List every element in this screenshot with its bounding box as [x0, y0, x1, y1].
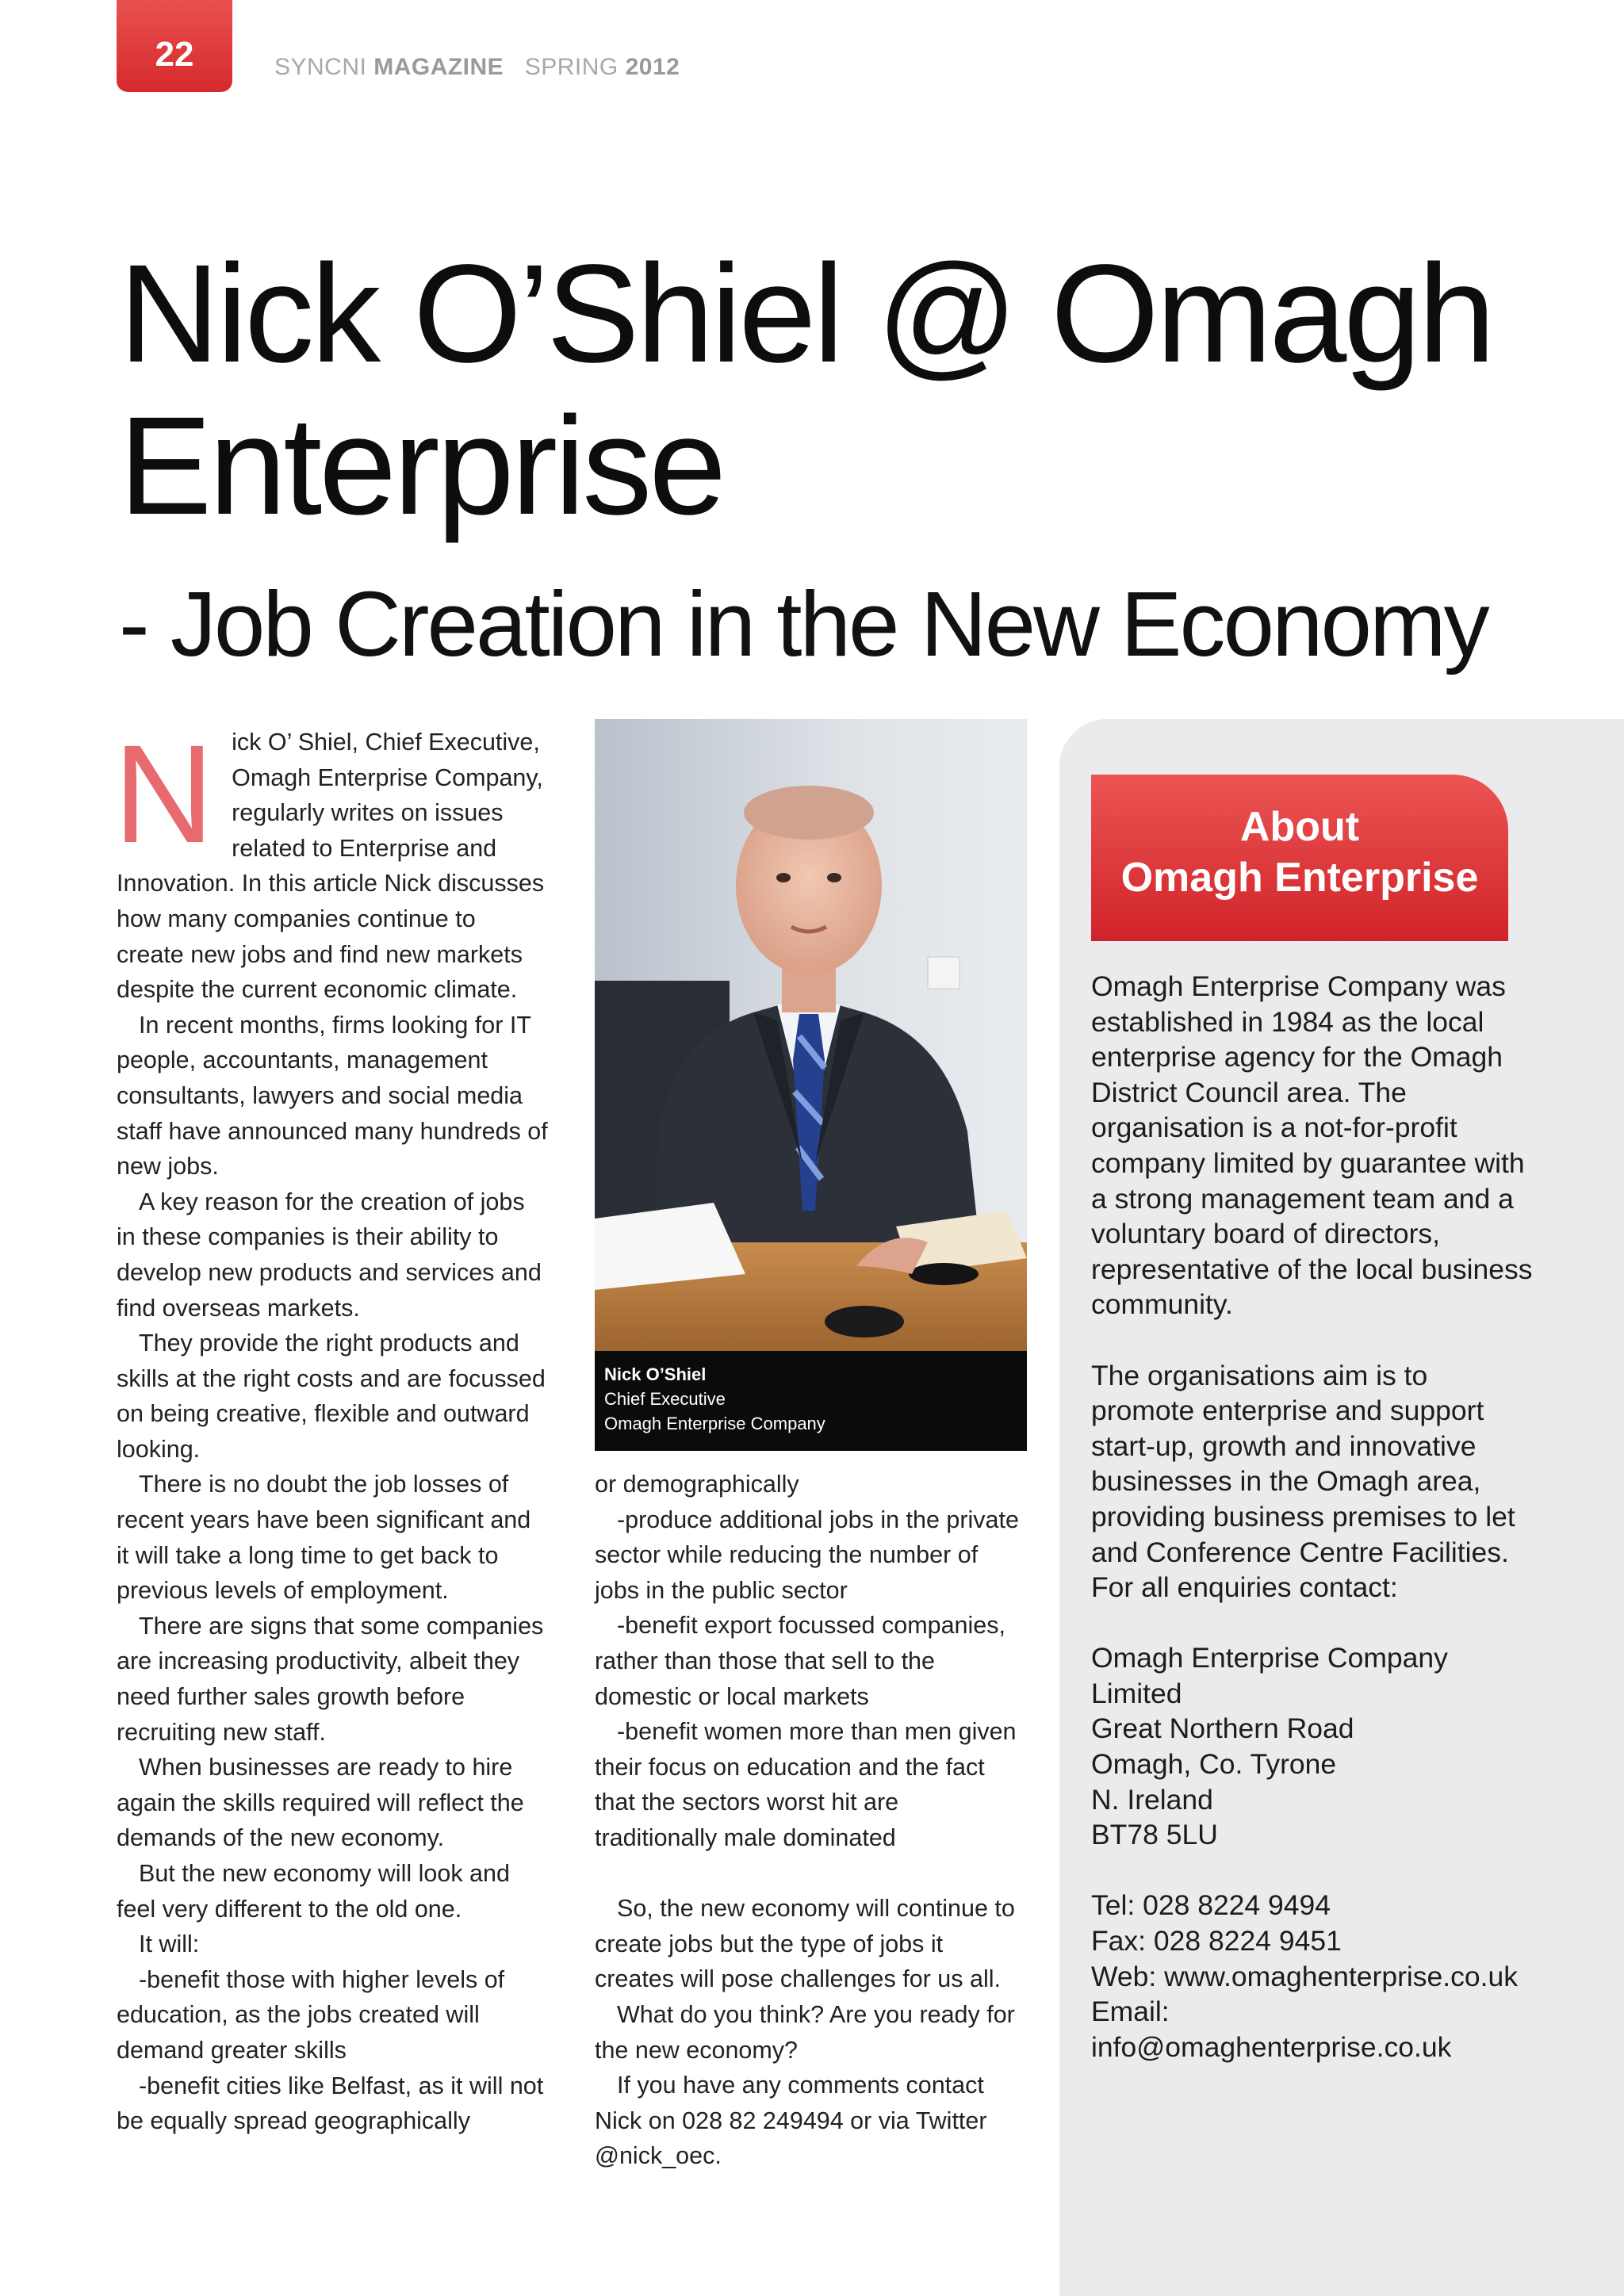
- publication-name: SYNCNI: [274, 54, 367, 80]
- issue-season: SPRING: [524, 54, 619, 80]
- caption-role: Chief Executive: [604, 1389, 726, 1409]
- article-paragraph: But the new economy will look and feel very different to the old one.: [117, 1860, 510, 1923]
- article-title-line1: Nick O’Shiel @ Omagh: [119, 236, 1493, 392]
- article-paragraph: They provide the right products and skills at the right costs and are focussed on being creative, flexible and outward looking.: [117, 1330, 546, 1463]
- article-paragraph: What do you think? Are you ready for the new economy?: [595, 2000, 1015, 2064]
- address-line: BT78 5LU: [1091, 1819, 1218, 1851]
- caption-name: Nick O’Shiel: [604, 1364, 707, 1384]
- article-list-item: -produce additional jobs in the private sector while reducing the number of jobs in the public sector: [595, 1506, 1019, 1604]
- article-title-line2: Enterprise: [119, 388, 724, 544]
- portrait-illustration: [595, 719, 1027, 1351]
- about-heading-box: [1091, 775, 1508, 941]
- article-column-1: [113, 717, 549, 2139]
- about-text: [1091, 969, 1535, 2064]
- article-paragraph: When businesses are ready to hire again the skills required will reflect the demands of the new economy.: [117, 1754, 524, 1852]
- article-continuation: or demographically: [595, 1471, 799, 1498]
- address-line: Omagh Enterprise Company Limited: [1091, 1642, 1448, 1709]
- running-head: [274, 54, 680, 81]
- article-title: [119, 238, 1562, 542]
- about-heading-line2: Omagh Enterprise: [1120, 855, 1479, 901]
- article-paragraph: So, the new economy will continue to create jobs but the type of jobs it creates will pose challenges for us all.: [595, 1895, 1015, 1993]
- article-list-item: -benefit export focussed companies, rather than those that sell to the domestic or local markets: [595, 1612, 1005, 1710]
- caption-company: Omagh Enterprise Company: [604, 1414, 825, 1433]
- article-list-item: -benefit those with higher levels of education, as the jobs created will demand greater skills: [117, 1965, 505, 2064]
- about-heading-line1: About: [1239, 804, 1360, 850]
- article-paragraph: There is no doubt the job losses of recent years have been significant and it will take a long time to get back to previous levels of employment.: [117, 1471, 531, 1605]
- page-number: 22: [155, 35, 194, 74]
- article-subtitle: - Job Creation in the New Economy: [119, 572, 1488, 675]
- about-paragraph: Omagh Enterprise Company was established in 1984 as the local enterprise agency for the Omagh District Council area. The organisation is a not-for-profit company limited by guarantee with a strong management team and a voluntary board of directors, representative of the local business community.: [1091, 970, 1533, 1321]
- photo-caption: [595, 1351, 1027, 1451]
- article-paragraph: It will:: [139, 1931, 200, 1958]
- contact-tel: Tel: 028 8224 9494: [1091, 1889, 1331, 1922]
- article-column-2: [595, 1467, 1027, 2174]
- article-paragraph: In recent months, firms looking for IT people, accountants, management consultants, lawyers and social media staff have announced many hundreds of new jobs.: [117, 1011, 548, 1181]
- address-line: Omagh, Co. Tyrone: [1091, 1748, 1337, 1781]
- article-paragraph: A key reason for the creation of jobs in these companies is their ability to develop new products and services and find overseas markets.: [117, 1188, 542, 1322]
- about-paragraph: The organisations aim is to promote enterprise and support start-up, growth and innovative businesses in the Omagh area, providing business premises to let and Conference Centre Facilities.: [1091, 1359, 1515, 1568]
- issue-year: 2012: [625, 54, 680, 80]
- page-number-tab: [117, 0, 232, 92]
- article-contact-paragraph: If you have any comments contact Nick on 028 82 249494 or via Twitter @nick_oec.: [595, 2072, 987, 2170]
- enquiries-label: For all enquiries contact:: [1091, 1571, 1398, 1604]
- dropcap-letter: N: [113, 717, 215, 872]
- contact-fax: Fax: 028 8224 9451: [1091, 1925, 1342, 1957]
- address-line: Great Northern Road: [1091, 1712, 1354, 1745]
- article-list-item: -benefit women more than men given their focus on education and the fact that the sectors worst hit are traditionally male dominated: [595, 1718, 1017, 1851]
- contact-web[interactable]: Web: www.omaghenterprise.co.uk: [1091, 1960, 1519, 1992]
- article-paragraph: There are signs that some companies are increasing productivity, albeit they need further sales growth before recruiting new staff.: [117, 1612, 544, 1746]
- publication-name-bold: MAGAZINE: [373, 54, 504, 80]
- contact-email[interactable]: Email: info@omaghenterprise.co.uk: [1091, 1996, 1452, 2063]
- article-list-item: -benefit cities like Belfast, as it will not be equally spread geographically: [117, 2072, 544, 2135]
- portrait-photo: [595, 719, 1027, 1351]
- address-line: N. Ireland: [1091, 1783, 1213, 1816]
- article-intro: ick O’ Shiel, Chief Executive, Omagh Enterprise Company, regularly writes on issues related to Enterprise and Innovation. In this article Nick discusses how many companies continue to create new jobs and find new markets despite the current economic climate.: [117, 729, 545, 1004]
